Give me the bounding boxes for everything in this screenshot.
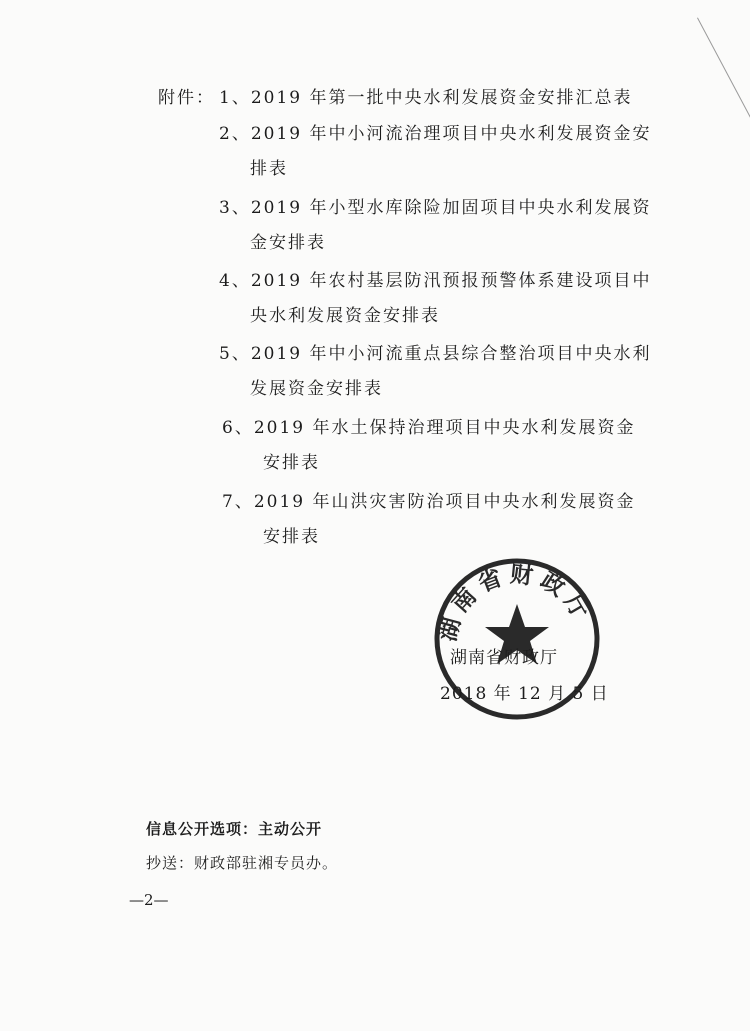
attachment-6-line-2: 安排表 (263, 453, 320, 473)
attachment-7-line-1: 7、2019 年山洪灾害防治项目中央水利发展资金 (222, 492, 636, 512)
attachment-5-line-2: 发展资金安排表 (250, 379, 383, 399)
attachment-4-line-1: 4、2019 年农村基层防汛预报预警体系建设项目中 (219, 271, 652, 291)
cc-line: 抄送：财政部驻湘专员办。 (146, 854, 339, 872)
attachment-3-line-1: 3、2019 年小型水库除险加固项目中央水利发展资 (219, 198, 652, 218)
attachment-2-line-1: 2、2019 年中小河流治理项目中央水利发展资金安 (219, 124, 652, 144)
attachment-7-line-2: 安排表 (263, 527, 320, 547)
disclosure-option: 信息公开选项：主动公开 (146, 820, 323, 838)
attachment-prefix: 附件： (158, 88, 215, 108)
seal-text: 湖南省财政厅 (434, 561, 596, 645)
page-number: —2— (129, 891, 169, 909)
issue-date: 2018 年 12 月 5 日 (440, 684, 609, 704)
scan-edge-line (697, 18, 750, 124)
attachment-1-line-1: 1、2019 年第一批中央水利发展资金安排汇总表 (219, 88, 633, 108)
attachment-3-line-2: 金安排表 (250, 233, 326, 253)
issuer-name: 湖南省财政厅 (450, 648, 558, 668)
attachment-2-line-2: 排表 (250, 159, 288, 179)
attachment-6-line-1: 6、2019 年水土保持治理项目中央水利发展资金 (222, 418, 636, 438)
attachment-5-line-1: 5、2019 年中小河流重点县综合整治项目中央水利 (219, 344, 652, 364)
attachment-4-line-2: 央水利发展资金安排表 (250, 306, 440, 326)
